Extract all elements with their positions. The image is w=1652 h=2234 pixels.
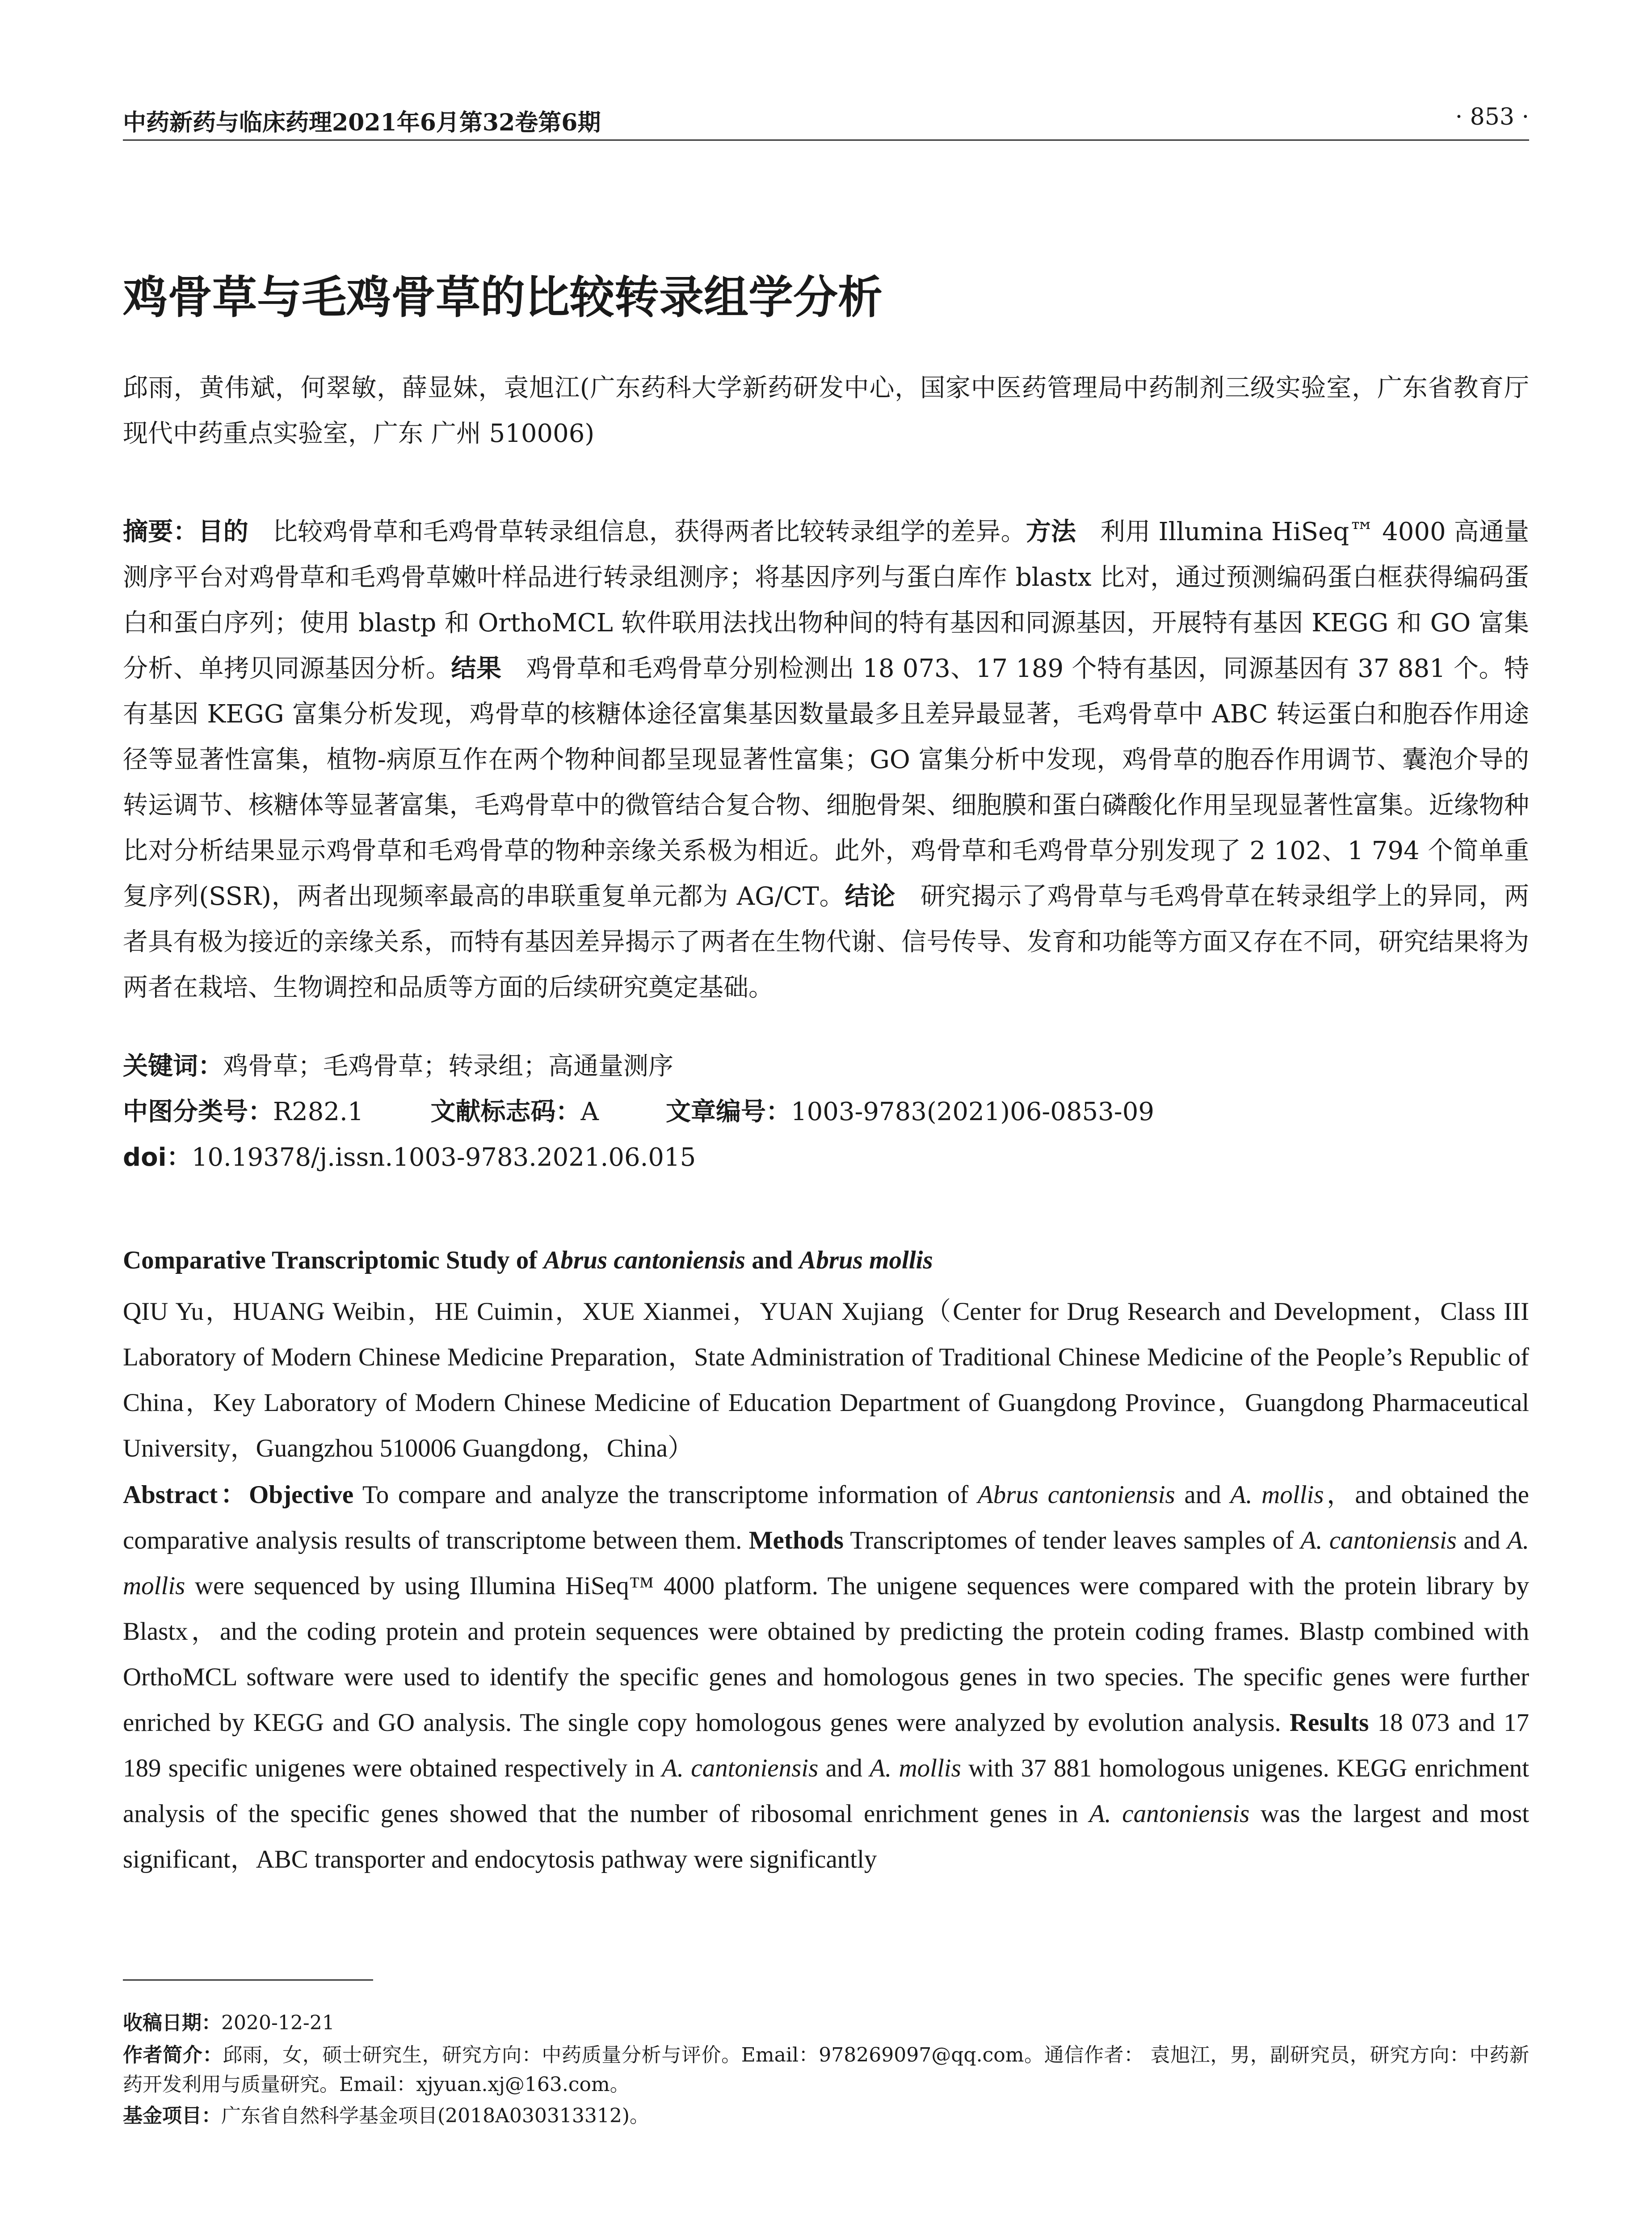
authors-en: QIU Yu，HUANG Weibin，HE Cuimin，XUE Xianmei，YUAN Xujiang（Center for Drug Research and Development，Class III Laboratory of Modern Chinese Medicine Preparation，State Administration of Traditional Chinese Medicine of the People’s Republic of China，Key Laboratory of Modern Chinese Medicine of Education Department of Guangdong Province，Guangdong Pharmaceutical University，Guangzhou 510006 Guangdong，China） <box>123 1298 1529 1462</box>
received-date-value: 2020-12-21 <box>221 2011 335 2034</box>
en-methods-text: Transcriptomes of tender leaves samples of <box>843 1526 1301 1554</box>
en-abstract-label: Abstract： <box>123 1481 249 1509</box>
en-text: with 37 881 homologous unigenes. KEGG enrichment analysis of the specific genes showed that the number of ribosomal enrichment genes in <box>123 1754 1529 1828</box>
en-title-prefix: Comparative Transcriptomic Study of <box>123 1246 544 1274</box>
en-objective-label: Objective <box>248 1481 354 1509</box>
en-results-label: Results <box>1290 1709 1369 1737</box>
article-number-value: 1003-9783(2021)06-0853-09 <box>790 1097 1154 1126</box>
en-title-species-2: Abrus mollis <box>799 1246 933 1274</box>
species-name: Abrus cantoniensis <box>977 1481 1175 1509</box>
en-methods-label: Methods <box>748 1526 844 1554</box>
article-title: 鸡骨草与毛鸡骨草的比较转录组学分析 <box>123 271 883 323</box>
doc-code-label: 文献标志码： <box>430 1097 581 1126</box>
doc-code-value: A <box>580 1097 599 1126</box>
page-number: · 853 · <box>1455 104 1529 130</box>
results-text: 鸡骨草和毛鸡骨草分别检测出 18 073、17 189 个特有基因，同源基因有 37 881 个。特有基因 KEGG 富集分析发现，鸡骨草的核糖体途径富集基因数量最多且差异最显著，毛鸡骨草中 ABC 转运蛋白和胞吞作用途径等显著性富集，植物-病原互作在两个物种间都呈现显著性富集；GO 富集分析中发现，鸡骨草的胞吞作用调节、囊泡介导的转运调节、核糖体等显著富集，毛鸡骨草中的微管结合复合物、细胞骨架、细胞膜和蛋白磷酸化作用呈现显著性富集。近缘物种比对分析结果显示鸡骨草和毛鸡骨草的物种亲缘关系极为相近。此外，鸡骨草和毛鸡骨草分别发现了 2 102、1 794 个简单重复序列(SSR)，两者出现频率最高的串联重复单元都为 AG/CT。 <box>123 654 1530 911</box>
abstract-label: 摘要： <box>123 517 198 546</box>
abstract-en <box>123 1472 1529 1882</box>
results-label: 结果 <box>451 654 502 683</box>
en-title-mid: and <box>745 1246 799 1274</box>
species-name: A. mollis <box>870 1754 961 1782</box>
species-name: A. cantoniensis <box>1300 1526 1457 1554</box>
author-bio-label: 作者简介： <box>123 2044 223 2066</box>
doi-label: doi： <box>123 1143 192 1172</box>
keywords-label: 关键词： <box>123 1052 223 1081</box>
conclusion-text: 研究揭示了鸡骨草与毛鸡骨草在转录组学上的异同，两者具有极为接近的亲缘关系，而特有基因差异揭示了两者在生物代谢、信号传导、发育和功能等方面又存在不同，研究结果将为两者在栽培、生物调控和品质等方面的后续研究奠定基础。 <box>123 882 1530 1002</box>
classification-row <box>123 1092 1529 1128</box>
en-text: ，and obtained the comparative analysis results of transcriptome between them. <box>123 1481 1529 1554</box>
conclusion-label: 结论 <box>845 882 896 911</box>
en-text: and <box>1175 1481 1231 1509</box>
english-title <box>123 1246 933 1275</box>
doi-value: 10.19378/j.issn.1003-9783.2021.06.015 <box>191 1143 696 1172</box>
methods-text: 利用 Illumina HiSeq™ 4000 高通量测序平台对鸡骨草和毛鸡骨草嫩叶样品进行转录组测序；将基因序列与蛋白库作 blastx 比对，通过预测编码蛋白框获得编码蛋白和蛋白序列；使用 blastp 和 OrthoMCL 软件联用法找出物种间的特有基因和同源基因，开展特有基因 KEGG 和 GO 富集分析、单拷贝同源基因分析。 <box>123 517 1530 683</box>
species-name: A. mollis <box>1230 1481 1324 1509</box>
en-objective-text: To compare and analyze the transcriptome information of <box>353 1481 978 1509</box>
funding <box>123 2101 1529 2131</box>
en-text: were sequenced by using Illumina HiSeq™ 4000 platform. The unigene sequences were compared with the protein library by Blastx，and the coding protein and protein sequences were obtained by predicting the protein coding frames. Blastp combined with OrthoMCL software were used to identify the specific genes and homologous genes in two species. The specific genes were further enriched by KEGG and GO analysis. The single copy homologous genes were analyzed by evolution analysis. <box>123 1572 1529 1737</box>
authors-cn: 邱雨，黄伟斌，何翠敏，薛显妹，袁旭江(广东药科大学新药研发中心，国家中医药管理局中药制剂三级实验室，广东省教育厅现代中药重点实验室，广东 广州 510006) <box>123 374 1529 448</box>
en-title-species-1: Abrus cantoniensis <box>543 1246 745 1274</box>
en-results-text: 18 073 and 17 189 specific unigenes were obtained respectively in <box>123 1709 1529 1782</box>
received-date-label: 收稿日期： <box>123 2011 221 2034</box>
footnote-rule <box>123 1979 373 1981</box>
article-number-label: 文章编号： <box>665 1097 791 1126</box>
journal-header: 中药新药与临床药理2021年6月第32卷第6期 <box>123 109 601 136</box>
header-rule <box>123 139 1529 141</box>
en-text: was the largest and most significant，ABC transporter and endocytosis pathway were significantly <box>123 1800 1529 1873</box>
funding-label: 基金项目： <box>123 2104 221 2127</box>
author-bio <box>123 2041 1529 2100</box>
clc-label: 中图分类号： <box>123 1097 273 1126</box>
species-name: A. cantoniensis <box>661 1754 819 1782</box>
species-name: A. cantoniensis <box>1089 1800 1250 1828</box>
methods-label: 方法 <box>1026 517 1076 546</box>
keywords <box>123 1046 1529 1082</box>
clc-value: R282.1 <box>273 1097 364 1126</box>
en-text: and <box>1456 1526 1507 1554</box>
species-name: A. mollis <box>123 1526 1529 1600</box>
keywords-value: 鸡骨草；毛鸡骨草；转录组；高通量测序 <box>223 1052 673 1081</box>
received-date <box>123 2008 1529 2038</box>
author-bio-text: 邱雨，女，硕士研究生，研究方向：中药质量分析与评价。Email：978269097@qq.com。通信作者： 袁旭江，男，副研究员，研究方向：中药新药开发利用与质量研究。Email：xjyuan.xj@163.com。 <box>123 2044 1530 2096</box>
doi-row <box>123 1138 1529 1173</box>
objective-text: 比较鸡骨草和毛鸡骨草转录组信息，获得两者比较转录组学的差异。 <box>272 517 1026 546</box>
objective-label: 目的 <box>198 517 248 546</box>
funding-text: 广东省自然科学基金项目(2018A030313312)。 <box>221 2104 650 2127</box>
abstract-cn <box>123 509 1529 1011</box>
en-text: and <box>818 1754 870 1782</box>
